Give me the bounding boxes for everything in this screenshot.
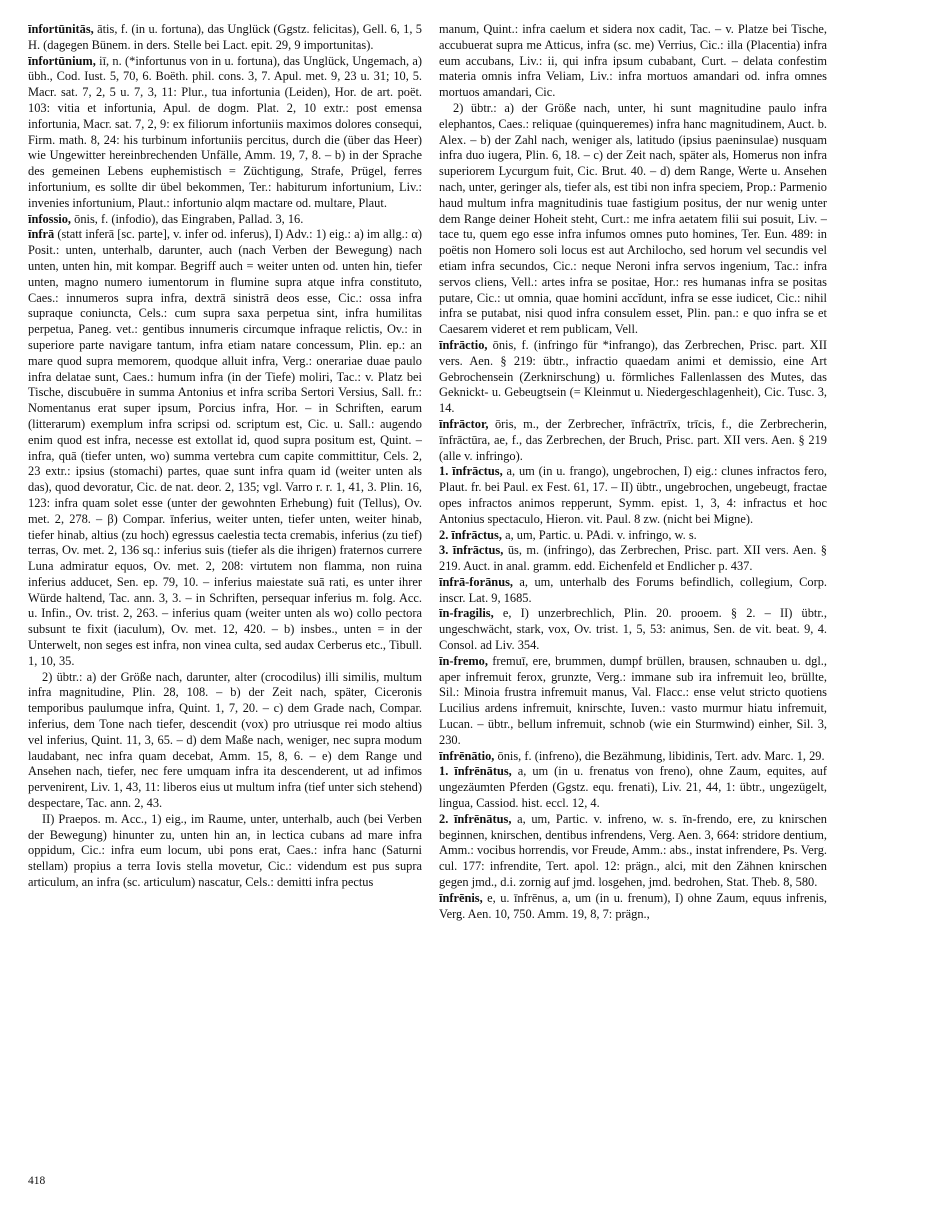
headword: 1. īnfrēnātus, [439,764,512,779]
entry-text: fremuī, ere, brummen, dumpf brüllen, brausen, schnauben u. dgl., aper infremuit ferox, grunzte, Verg.: immane sub ira infremuit leo, brüllte, Sil.: Minoia frustra infremuit manus, Val. Flacc.: ense velut stricto quotiens Lucilius ardens infremuit, knirschte, Iuven.: vasto murmur hiatu infremuit, Lucan. – übtr., bellum infremuit, schnob (wie ein Sturmwind) einher, Sil. 3, 230. [439,653,827,747]
entry-infractus-1 [439,464,827,527]
entry-text: a, um (in u. frango), ungebrochen, I) eig.: clunes infractos fero, Plaut. fr. bei Paul. ex Fest. 61, 17. – II) übtr., ungebrochen, ungebeugt, fractae opes infractos animos repperunt, Symm. epist. 1, 3, 4: infractus et hoc Antonius spectaculo, Hieron. vit. Paul. 8 zw. (nicht bei Migne). [439,464,827,526]
entry-text: 2) übtr.: a) der Größe nach, unter, hi sunt magnitudine paulo infra elephantos, Caes.: reliquae (quinqueremes) infra hanc magnitudinem, Auct. b. Alex. – b) der Zahl nach, weniger als, latitudo (ipsius paeninsulae) nusquam infra duo iugera, Plin. 6, 18. – c) der Zeit nach, später als, Homerus non infra superiorem Lycurgum fuit, Cic. Brut. 40. – d) dem Range, Werte u. Ansehen nach, unter, geringer als, tiefer als, est tibi non infra speciem, Prop.: Parmenio haud multum infra magnitudinis tuae fastigium positus, der nur wenig unter dem Range deiner Hoheit steht, Curt.: me infra aetatem filii sui posuit, Liv. – tace tu, quem ego esse infra infumos omnes puto homines, Ter. Eun. 489: in poëtis non Homero soli locus est aut Archilocho, sed horum vel secundis vel etiam infra secundos, Cic.: neque Neroni infra servos ingenium, Tac.: infra servos cliens, Vell.: artes infra se positae, Hor.: res humanas infra se positas putare, Cic.: ut omnia, quae homini accĭdunt, infra se esse iudicet, Cic.: nihil infra se putabat, nisi quod infra consulem esset, Plin. pan.: e quo infra se et Caesarem videret et rem publicam, Vell. [439,100,827,337]
entry-infortunium [28,54,422,212]
entry-infrenatus-1 [439,764,827,811]
entry-infraforanus [439,575,827,607]
entry-infractus-2 [439,528,827,544]
entry-infra-sense-2 [28,670,422,812]
headword: īnfrēnis, [439,890,483,905]
headword: īn-fremo, [439,653,488,668]
headword: īnfortūnitās, [28,22,94,36]
entry-infremo [439,654,827,749]
headword: 2. īnfrāctus, [439,527,502,542]
entry-infra-praepos [28,812,422,891]
entry-infra-uebtr [439,101,827,338]
entry-infossio [28,212,422,228]
entry-infra-continued [439,22,827,101]
headword: īnfrāctor, [439,416,489,431]
entry-text: e, I) unzerbrechlich, Plin. 20. prooem. § 2. – II) übtr., ungeschwächt, stark, vox, Ov. trist. 1, 5, 53: animus, Sen. de vit. beat. 9, 4. Consol. ad Liv. 354. [439,606,827,653]
entry-text: ūs, m. (infringo), das Zerbrechen, Prisc. part. XII vers. Aen. § 219. Auct. in anal. gramm. edd. Eichenfeld et Endlicher p. 437. [439,543,827,574]
entry-text: iī, n. (*infortunus von in u. fortuna), das Unglück, Ungemach, a) übh., Cod. Iust. 5, 70, 6. Boëth. phil. cons. 3, 7. Apul. met. 9, 23 u. 31; 10, 5. Macr. sat. 7, 2, 5 u. 7, 3, 11: Plur., tua infortunia (Leiden), Hor. de art. poët. 103: vitia et infortunia, Apul. de dogm. Plat. 2, 10 extr.: post emensa infortunia, Macr. sat. 7, 2, 9: ex filiorum infortuniis maximos dolores consequi, Firm. math. 8, 24: his turbinum infortuniis percitus, durch die (über das Heer) wie Ungewitter hereinbrechenden Unfälle, Amm. 19, 7, 8. – b) in der Sprache des gemeinen Lebens euphemistisch = Züchtigung, Strafe, Prügel, ferres infortunium, es sollte dir übel bekommen, Ter.: habiturum infortunium, Liv.: invenies infortunium, Plaut.: infortunio alqm mactare od. multare, Plaut. [28,53,422,210]
entry-text: ōris, m., der Zerbrecher, īnfrāctrīx, trīcis, f., die Zerbrecherin, īnfrāctūra, ae, f., das Zerbrechen, der Bruch, Prisc. part. XII vers. Aen. § 219 (alle v. infringo). [439,416,827,463]
headword: īnfossio, [28,211,72,226]
entry-text: 2) übtr.: a) der Größe nach, darunter, alter (crocodilus) illi similis, multum infra magnitudine, Plin. 28, 108. – b) der Zeit nach, später, Ciceronis temporibus paulumque infra, Quint. 1, 7, 20. – c) dem Grade nach, Compar. inferius, dem Tone nach tiefer, descendit (vox) pro utriusque rei modo altius vel inferius, Quint. 11, 3, 65. – d) dem Maße nach, weniger, nec supra modum laudabant, nec infra quam decebat, Amm. 15, 8, 6. – e) dem Range und Ansehen nach, tiefer, nec fere umquam infra ita descenderent, ut ad infimos pervenirent, Liv. 1, 43, 11: liberos eius ut multum infra (tief unter sich stehend) despectare, Tac. ann. 2, 43. [28,669,422,811]
entry-infrenatus-2 [439,812,827,891]
headword: īnfrāctio, [439,337,488,352]
entry-text: ātis, f. (in u. fortuna), das Unglück (Ggstz. felicitas), Gell. 6, 1, 5 H. (dagegen Bünem. in ders. Stelle bei Lact. epit. 29, 9 importunitas). [28,22,422,52]
entry-text: a, um, Partic. u. PAdi. v. infringo, w. s. [501,527,697,542]
entry-text: ōnis, f. (infreno), die Bezähmung, libidinis, Tert. adv. Marc. 1, 29. [494,748,825,763]
headword: īnfrēnātio, [439,748,495,763]
entry-infractor [439,417,827,464]
headword: 2. īnfrēnātus, [439,811,512,826]
entry-infra [28,227,422,669]
entry-infrenatio [439,749,827,765]
entry-text: ōnis, f. (infodio), das Eingraben, Pallad. 3, 16. [71,211,304,226]
entry-text: a, um (in u. frenatus von freno), ohne Zaum, equites, auf ungezäumten Pferden (Ggstz. equ. frenati), Liv. 21, 44, 1: übtr., ungezügelt, lingua, Cassiod. hist. eccl. 12, 4. [439,764,827,811]
entry-text: (statt inferā [sc. parte], v. infer od. inferus), I) Adv.: 1) eig.: a) im allg.: α) Posit.: unten, unterhalb, darunter, auch (nach Verben der Bewegung) nach unten, unten hin, mit kompar. Begriff auch = weiter unten od. unten hin, tiefer unten, magno numero iumentorum in flumine supra atque infra constituto, Caes.: innumeros supra infra, dextrā sinistrā deos esse, Cic.: ossa infra supraque coniuncta, Cels.: cum supra saxa perpetua sint, infra humilitas perpetua, Paneg. vet.: gentibus innumeris circumque infraque relictis, Ov.: in superiore parte navigare tantum, infra etiam natare concessum, Plin. ep.: an mare quod supra memorem, quodque alluit infra, Verg.: onerariae duae paulo infra delatae sunt, Caes.: humum infra (in der Tiefe) moliri, Tac.: v. Platz bei Tische, discubuēre in summa Antonius et infra scriba Sertori Versius, Sall. fr.: Nomentanus erat super ipsum, Porcius infra, Hor. – in Schriften, earum (litterarum) exemplum infra scripsi od. scriptum est, Cic. u. Sall.: augendo enim quod est infra, necesse est extollat id, quod supra positum est, Quint. – infra, quā (tiefer unten, wo) summa vertebra cum capite committitur, Cels. 2, 23 extr.: ipsius (stomachi) partes, quae sunt infra quam id (weiter unten als das), quod devoratur, Cic. de nat. deor. 2, 135; vgl. Varro r. r. 1, 41, 3. Plin. 16, 123: infra quam solet esse (unter der gewohnten Erhebung) fuit (Tellus), Ov. met. 2, 278. – β) Compar. īnferius, weiter unten, tiefer unten, weiter hinab, tiefer hinab, altius (zu hoch) egressus caelestia tecta cremabis, inferius (zu tief) terras, Ov. met. 2, 136 sq.: inferius suis (tiefer als die ihrigen) fraternos currere Luna admiratur equos, Ov. met. 2, 208: virtutem non flamma, non ruina inferius adducet, Sen. ep. 79, 10. – inferius maiestate suā rati, es unter ihrer Würde haltend, Tac. ann. 3, 3. – in Schriften, persequar inferius m. folg. Acc. u. Infin., Ov. trist. 2, 263. – inferius quam (weiter unten als wo) collo pectora subsunt te fixit (iaculum), Ov. met. 12, 420. – b) insbes., unten = in der Unterwelt, non seges est infra, non vinea culta, sed audax Cerberus etc., Tibull. 1, 10, 35. [28,227,422,668]
left-column [28,22,422,1172]
entry-infrenis [439,891,827,923]
entry-text: a, um, Partic. v. infreno, w. s. īn-frendo, ere, zu knirschen beginnen, knirschen, dentibus infrendens, Verg. Aen. 3, 664: stridore dentium, Amm.: vocibus horrendis, vor Freude, Amm.: abs., instat infrendere, Ps. Verg. cul. 177: infrendite, Tert. apol. 12: prägn., alci, mit den Zähnen knirschen gegen jmd., d.i. zornig auf jmd. losgehen, jmd. bedrohen, Stat. Theb. 8, 580. [439,811,827,890]
headword: 3. īnfrāctus, [439,543,504,558]
dictionary-page [28,22,911,1190]
entry-infragilis [439,606,827,653]
entry-infractio [439,338,827,417]
headword: īnfrā-forānus, [439,574,513,589]
entry-text: ōnis, f. (infringo für *infrango), das Zerbrechen, Prisc. part. XII vers. Aen. § 219: übtr., infractio quaedam animi et demissio, eine Art Gebrochensein (Zerknirschung) u. förmliches Fallenlassen des Mutes, das Geknickt- u. Gebeugtsein (= Kleinmut u. Niedergeschlagenheit), Cic. Tusc. 3, 14. [439,337,827,416]
page-number: 418 [28,1175,46,1187]
headword: īnfortūnium, [28,53,96,68]
entry-infortunitas [28,22,422,54]
entry-text: II) Praepos. m. Acc., 1) eig., im Raume, unter, unterhalb, auch (bei Verben der Bewegung) hinunter zu, unten hin an, in lectica cubans ad mare infra oppidum, Cic.: infra eum locum, ubi pons erat, Caes.: infra hanc (Saturni stellam) propius a terra Iovis stella movetur, Cic.: videndum est pus supra articulum, an infra (sc. articulum) nascatur, Cels.: demitti infra pectus [28,811,422,890]
headword: 1. īnfrāctus, [439,464,503,479]
headword: īn-fragilis, [439,606,494,621]
entry-infractus-3 [439,543,827,575]
right-column [439,22,827,1172]
entry-text: manum, Quint.: infra caelum et sidera nox cadit, Tac. – v. Platze bei Tische, accubuerat supra me Atticus, infra (sc. me) Verrius, Cic.: illa (Placentia) infra eum accubans, Liv.: ii, qui infra ipsum cubabant, Curt. – delata confestim materia omnis infra Veliam, Liv.: infra mortuos amandari od. infra omnes mortuos amandari, Cic. [439,22,827,100]
headword: īnfrā [28,227,55,242]
entry-text: e, u. īnfrēnus, a, um (in u. frenum), I) ohne Zaum, equus infrenis, Verg. Aen. 10, 750. Amm. 19, 8, 7: prägn., [439,890,827,921]
entry-text: a, um, unterhalb des Forums befindlich, collegium, Corp. inscr. Lat. 9, 1685. [439,574,827,605]
